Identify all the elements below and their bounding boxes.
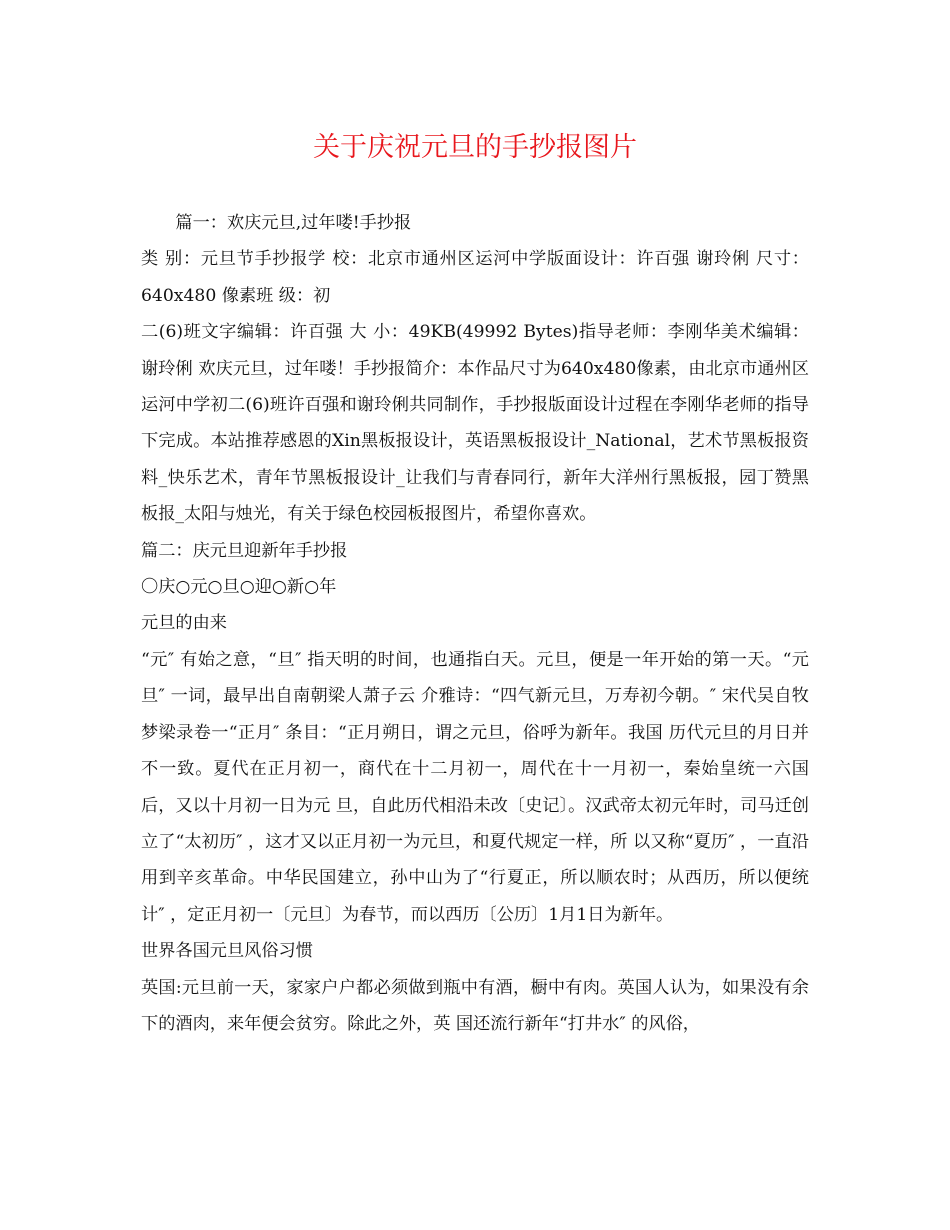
document-title: 关于庆祝元旦的手抄报图片 (313, 132, 637, 163)
paragraph-5: 〇庆○元○旦○迎○新○年 (141, 577, 337, 598)
paragraph-3: 二(6)班文字编辑：许百强 大 小：49KB(49992 Bytes)指导老师：李刚华美术编辑：谢玲俐 欢庆元旦，过年喽！手抄报简介：本作品尺寸为640x480像素，由北京市通州区运河中学初二(6)班许百强和谢玲俐共同制作，手抄报版面设计过程在李刚华老师的指导下完成。本站推荐感恩的Xin黑板报设计，英语黑板报设计_National，艺术节黑板报资料_快乐艺术，青年节黑板报设计_让我们与青春同行，新年大洋州行黑板报，园丁赞黑板报_太阳与烛光，有关于绿色校园板报图片，希望你喜欢。 (141, 322, 809, 525)
paragraph-1: 篇一：欢庆元旦,过年喽!手抄报 (175, 213, 412, 233)
paragraph-7: “元″ 有始之意，“旦″ 指天明的时间，也通指白天。元旦，便是一年开始的第一天。“元旦″ 一词，最早出自南朝梁人萧子云 介雅诗：“四气新元旦，万寿初今朝。″ 宋代吴自牧梦梁录卷一“正月″ 条目：“正月朔日，谓之元旦，俗呼为新年。我国 历代元旦的月日并不一致。夏代在正月初一，商代在十二月初一，周代在十一月初一，秦始皇统一六国后，又以十月初一日为元 旦，自此历代相沿未改〔史记〕。汉武帝太初元年时，司马迁创立了“太初历″ ，这才又以正月初一为元旦，和夏代规定一样，所 以又称“夏历″ ，一直沿用到辛亥革命。中华民国建立，孙中山为了“行夏正，所以顺农时；从西历，所以便统计″ ，定正月初一〔元旦〕为春节，而以西历〔公历〕1月1日为新年。 (141, 649, 809, 925)
document-body (141, 205, 809, 1042)
paragraph-9: 英国:元旦前一天，家家户户都必须做到瓶中有酒，橱中有肉。英国人认为，如果没有余下的酒肉，来年便会贫穷。除此之外，英 国还流行新年“打井水″ 的风俗， (141, 977, 809, 1034)
paragraph-6: 元旦的由来 (141, 613, 227, 634)
paragraph-4: 篇二：庆元旦迎新年手抄报 (141, 540, 348, 561)
paragraph-8: 世界各国元旦风俗习惯 (141, 941, 313, 962)
paragraph-2: 类 别：元旦节手抄报学 校：北京市通州区运河中学版面设计：许百强 谢玲俐 尺寸：640x480 像素班 级：初 (141, 249, 809, 306)
